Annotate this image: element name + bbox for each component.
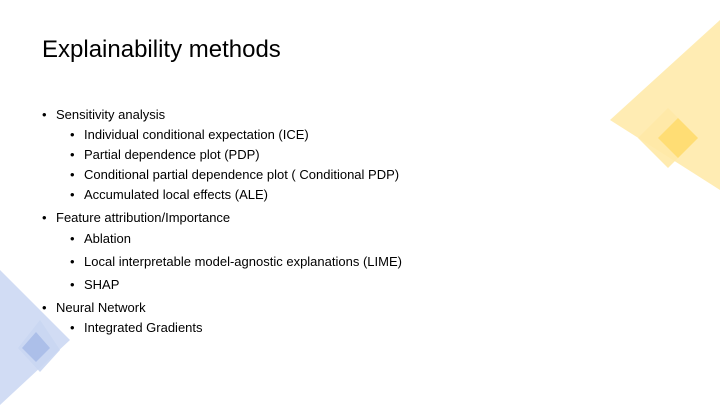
bullet-sensitivity-analysis: • Sensitivity analysis — [42, 107, 402, 123]
sub-bullet-integrated-gradients: • Integrated Gradients — [42, 320, 402, 336]
slide-title: Explainability methods — [42, 36, 281, 63]
sub-bullet-conditional-pdp: • Conditional partial dependence plot ( Conditional PDP) — [42, 167, 402, 183]
sub-bullet-ablation: • Ablation — [42, 231, 402, 247]
sub-bullet-ice: • Individual conditional expectation (ICE) — [42, 127, 402, 143]
sub-bullet-shap: • SHAP — [42, 277, 402, 293]
bullet-feature-attribution: • Feature attribution/Importance — [42, 210, 402, 226]
sub-bullet-lime: • Local interpretable model-agnostic explanations (LIME) — [42, 254, 402, 270]
bullet-list — [42, 107, 402, 336]
sub-bullet-ale: • Accumulated local effects (ALE) — [42, 187, 402, 203]
sub-bullet-pdp: • Partial dependence plot (PDP) — [42, 147, 402, 163]
bullet-neural-network: • Neural Network — [42, 300, 402, 316]
